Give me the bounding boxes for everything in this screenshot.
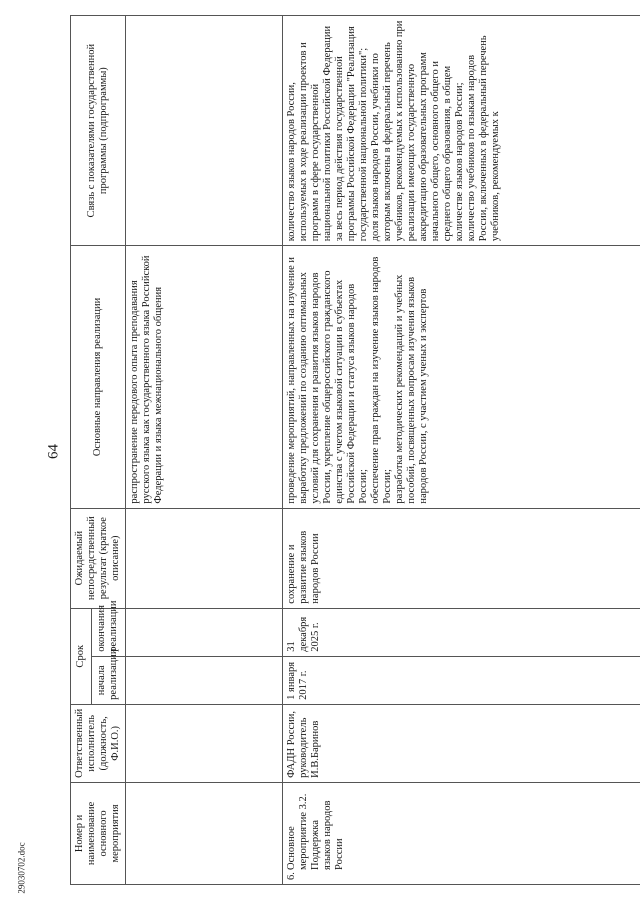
header-row xyxy=(71,16,92,885)
header-result: Ожидаемый непосредственный результат (краткое описание) xyxy=(71,508,126,608)
row-number: 6. xyxy=(286,872,297,880)
cell-indicators xyxy=(126,16,283,246)
cell-result xyxy=(126,508,283,608)
cell-directions: проведение мероприятий, направленных на изучение и выработку предложений по созданию оптимальных условий для сохранения и развития языков народов России, укрепление общероссийского гражданского единства с учетом языковой ситуации в субъектах Российской Федерации и статуса языков народов России; обеспечение прав граждан на изучение языков народов России; разработка методических рекомендаций и учебных пособий, посвященных вопросам изучения языков народов России, с участием ученых и экспертов xyxy=(283,246,640,508)
program-table xyxy=(70,15,640,885)
table-row xyxy=(283,16,640,885)
table-row xyxy=(126,16,283,885)
cell-indicators: количество языков народов России, используемых в ходе реализации проектов и программ в сфере государственной национальной политики Российской Федерации за весь период действия государственной программы Российской Федерации "Реализация государственной национальной политики"; доля языков народов России, учебники по которым включены в федеральный перечень учебников, рекомендуемых к использованию при реализации имеющих государственную аккредитацию образовательных программ начального общего, основного общего и среднего общего образования, в общем количестве языков народов России; количество учебников по языкам народов России, включенных в федеральный перечень учебников, рекомендуемых к xyxy=(283,16,640,246)
footer-filename: 29030702.doc xyxy=(16,842,27,894)
cell-name xyxy=(126,782,283,884)
cell-result: сохранение и развитие языков народов России xyxy=(283,508,640,608)
cell-name xyxy=(283,782,640,884)
header-term-start: начала реализации xyxy=(91,656,125,704)
landscape-frame xyxy=(60,10,640,890)
cell-end xyxy=(126,608,283,656)
header-term: Срок xyxy=(71,608,92,704)
cell-start: 1 января 2017 г. xyxy=(283,656,640,704)
row-title: Основное мероприятие 3.2. Поддержка языков народов России xyxy=(286,793,345,870)
footer xyxy=(6,842,66,894)
cell-end: 31 декабря 2025 г. xyxy=(283,608,640,656)
page-number: 64 xyxy=(45,444,62,459)
cell-responsible: ФАДН России, руководитель И.В.Баринов xyxy=(283,704,640,782)
cell-start xyxy=(126,656,283,704)
header-term-end: окончания реализации xyxy=(91,608,125,656)
header-indicators: Связь с показателями государственной программы (подпрограммы) xyxy=(71,16,126,246)
table-container xyxy=(60,10,640,890)
cell-responsible xyxy=(126,704,283,782)
header-directions: Основные направления реализации xyxy=(71,246,126,508)
header-responsible: Ответственный исполнитель (должность, Ф.И.О.) xyxy=(71,704,126,782)
cell-directions: распространение передового опыта преподавания русского языка как государственного языка Российской Федерации и языка межнационального общения xyxy=(126,246,283,508)
header-number-name: Номер и наименование основного мероприятия xyxy=(71,782,126,884)
